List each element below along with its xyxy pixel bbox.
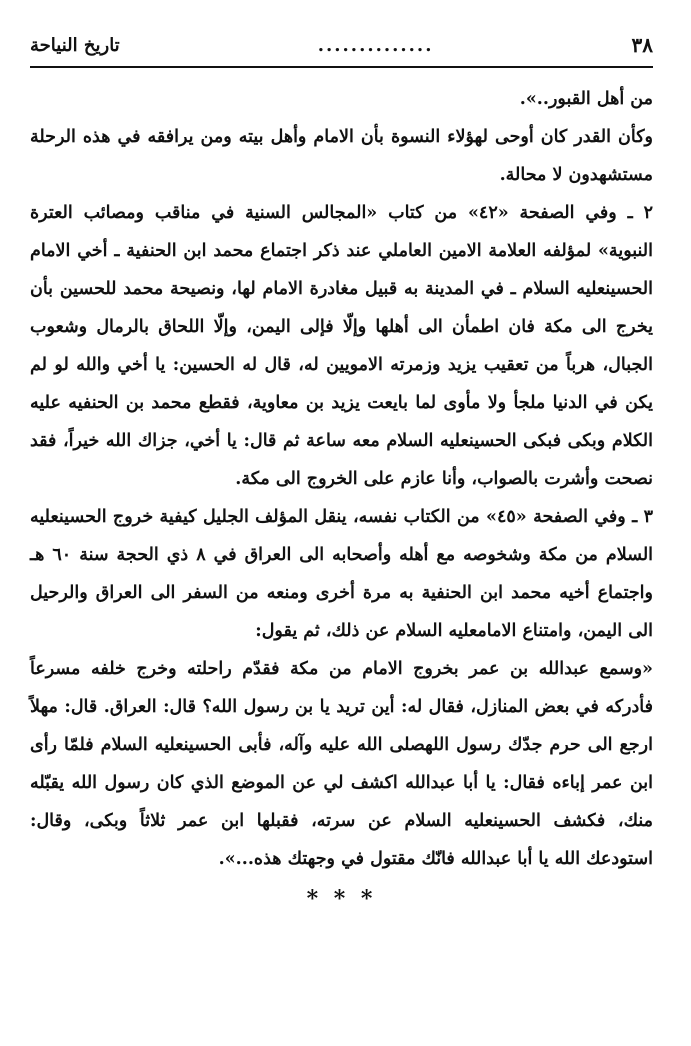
- section-separator: * * *: [306, 886, 377, 912]
- paragraph: وكأن القدر كان أوحى لهؤلاء النسوة بأن الامام وأهل بيته ومن يرافقه في هذه الرحلة مستشهدون لا محالة.: [30, 127, 653, 185]
- page-number: ٣٨: [631, 33, 653, 57]
- running-header: [30, 28, 653, 62]
- paragraph: «وسمع عبدالله بن عمر بخروج الامام من مكة فقدّم راحلته وخرج خلفه مسرعاً فأدركه في بعض المنازل، فقال له: أين تريد يا بن رسول الله؟ قال: العراق. قال: مهلاً ارجع الى حرم جدّك رسول اللهصلى الله عليه وآله، فأبى الحسينعليه السلام فلمّا رأى ابن عمر إباءه فقال: يا أبا عبدالله اكشف لي عن الموضع الذي كان رسول الله يقبّله منك، فكشف الحسينعليه السلام عن سرته، فقبلها ابن عمر ثلاثاً وبكى، وقال: استودعك الله يا أبا عبدالله فانّك مقتول في وجهتك هذه...».: [30, 659, 653, 869]
- body-text: [30, 80, 653, 918]
- paragraph: ٢ ـ وفي الصفحة «٤٢» من كتاب «المجالس السنية في مناقب ومصائب العترة النبوية» لمؤلفه العلامة الامين العاملي عند ذكر اجتماع محمد ابن الحنفية ـ أخي الامام الحسينعليه السلام ـ في المدينة به قبيل مغادرة الامام لها، ونصيحة محمد للحسين بأن يخرج الى مكة فان اطمأن الى أهلها وإلّا فإلى اليمن، وإلّا اللحاق بالرمال وشعوب الجبال، هرباً من تعقيب يزيد وزمرته الامويين له، قال له الحسين: يا أخي والله لو لم يكن في الدنيا ملجأ ولا مأوى لما بايعت يزيد بن معاوية، فقطع محمد بن الحنفيه عليه الكلام وبكى فبكى الحسينعليه السلام معه ساعة ثم قال: يا أخي، جزاك الله خيراً، فقد نصحت وأشرت بالصواب، وأنا عازم على الخروج الى مكة.: [30, 203, 653, 489]
- running-title: تاريخ النياحة: [30, 34, 120, 56]
- paragraph: من أهل القبور..».: [519, 89, 653, 109]
- header-dot-leader: ..............: [317, 34, 434, 56]
- header-rule: [30, 66, 653, 68]
- paragraph: ٣ ـ وفي الصفحة «٤٥» من الكتاب نفسه، ينقل المؤلف الجليل كيفية خروج الحسينعليه السلام من مكة وشخوصه مع أهله وأصحابه الى العراق في ٨ ذي الحجة سنة ٦٠ هـ واجتماع أخيه محمد ابن الحنفية به مرة أخرى ومنعه من السفر الى العراق والرحيل الى اليمن، وامتناع الامامعليه السلام عن ذلك، ثم يقول:: [30, 507, 654, 641]
